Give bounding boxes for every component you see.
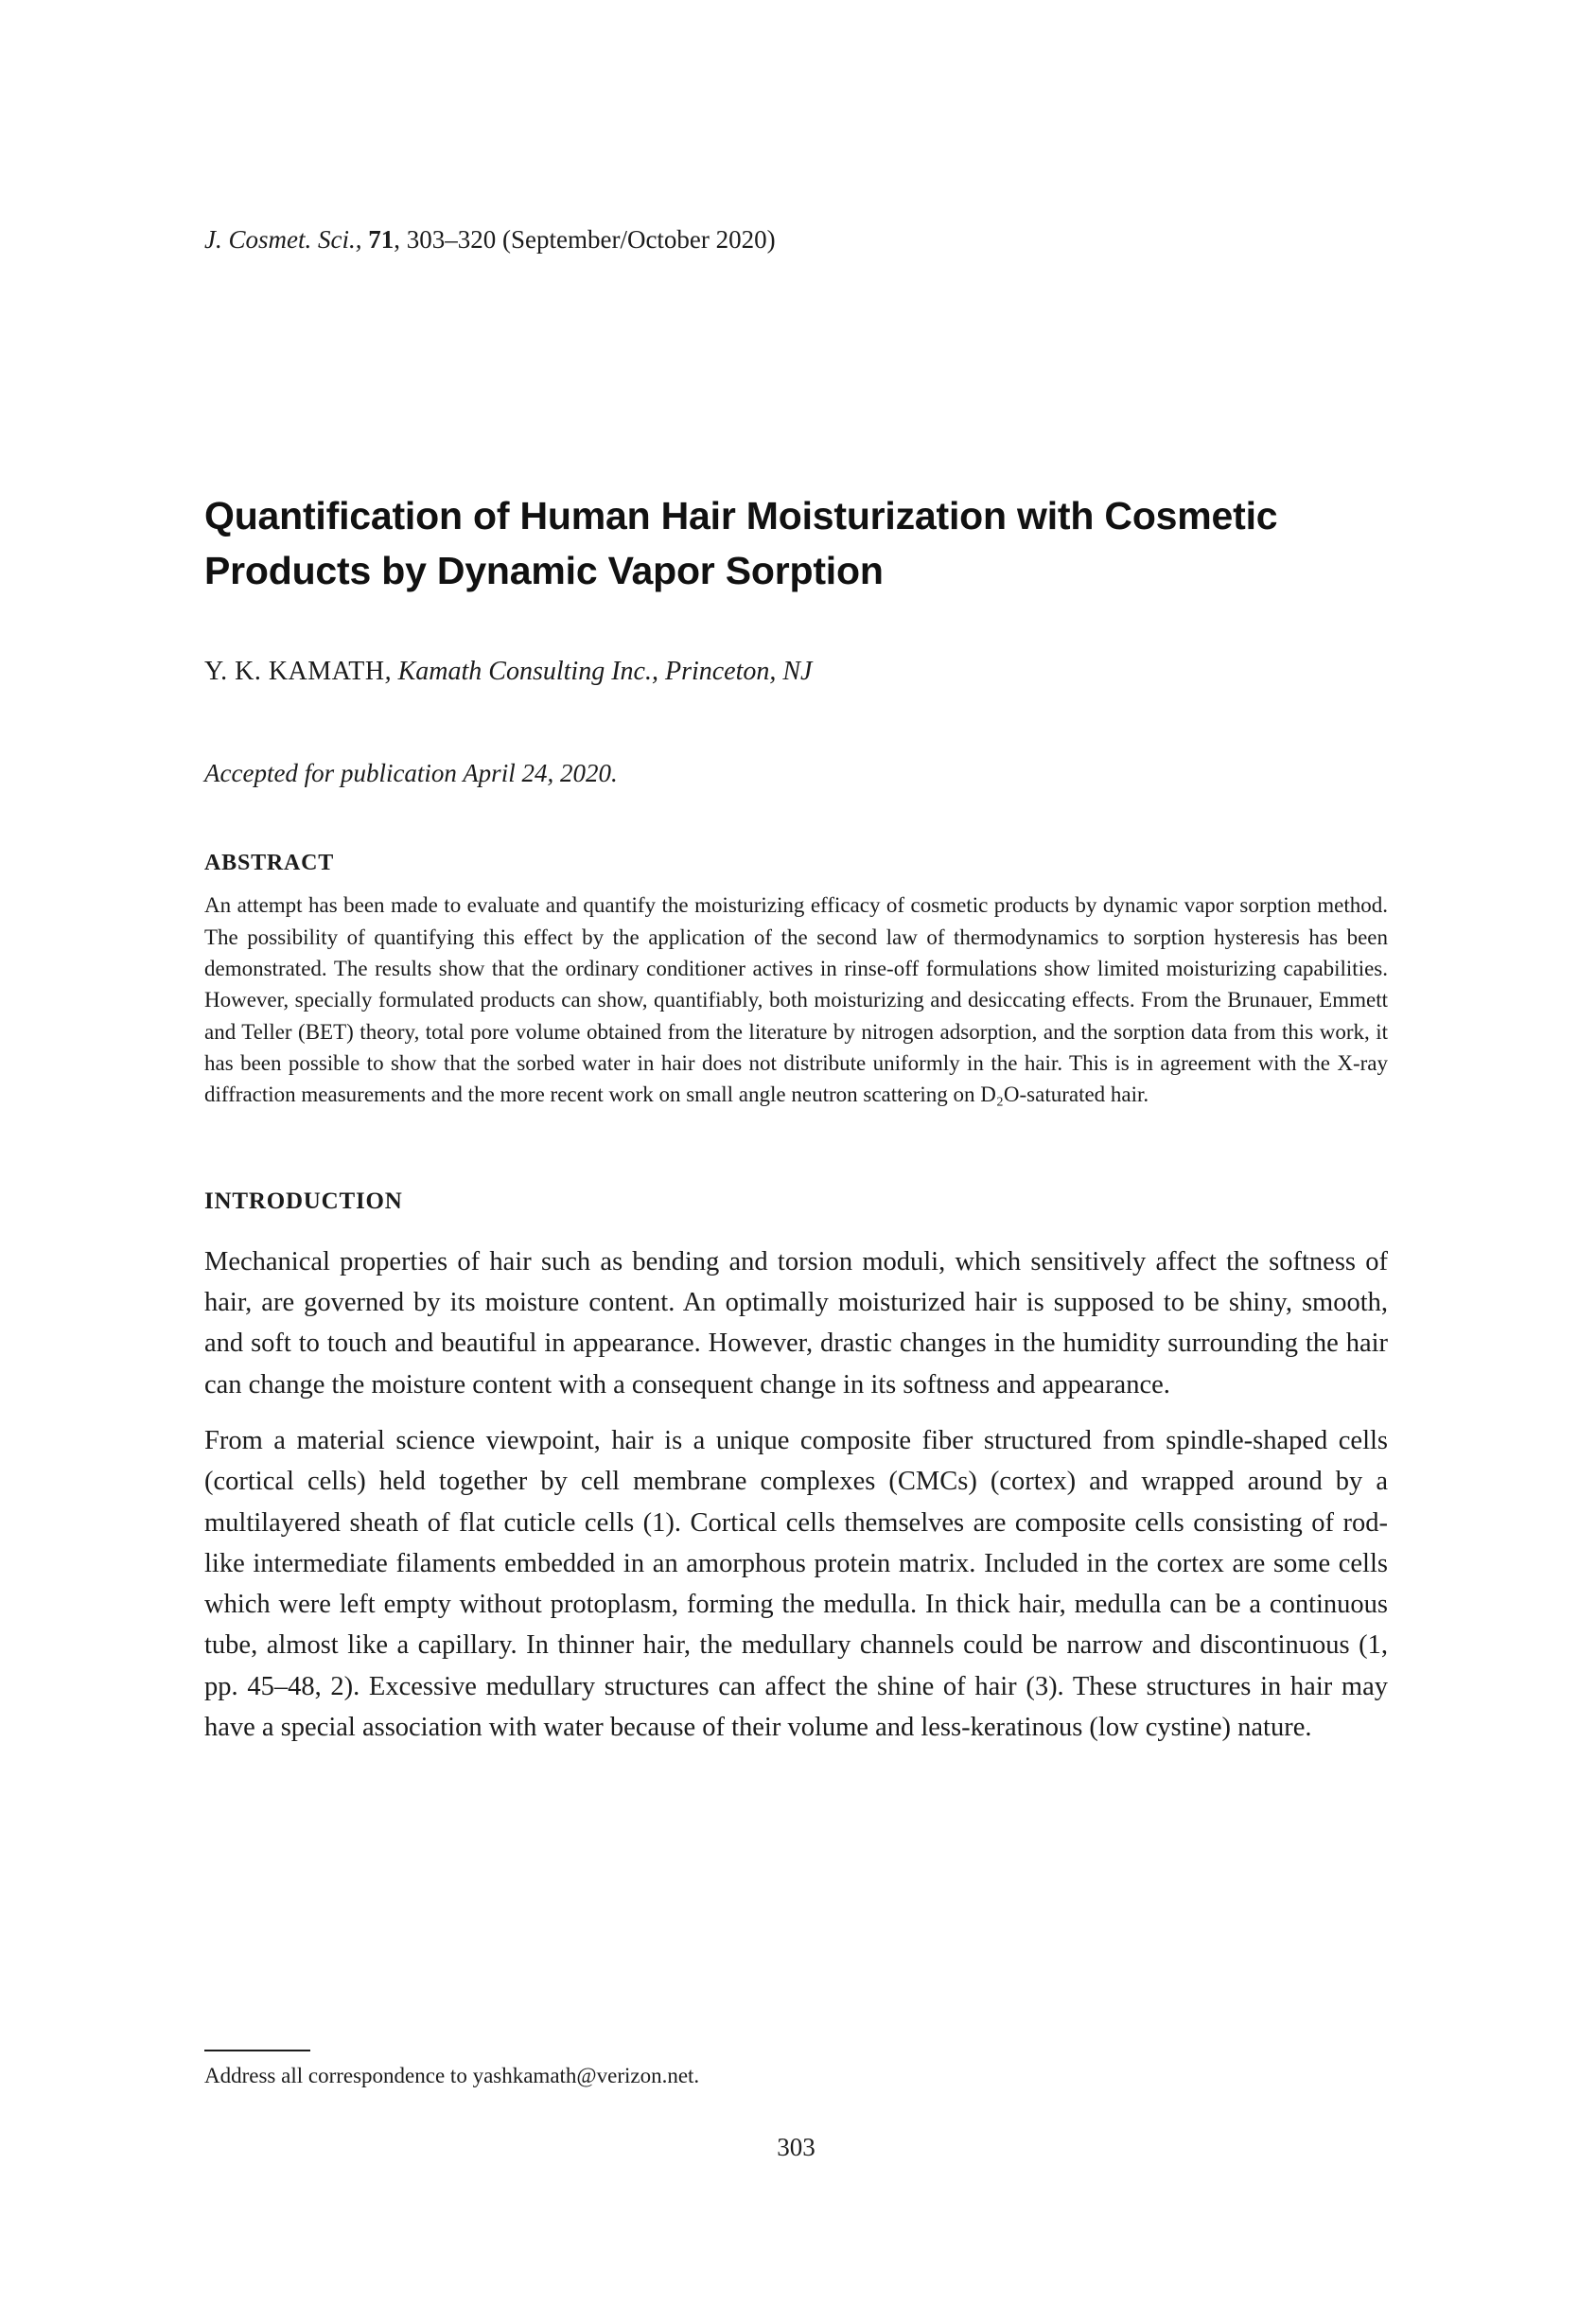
correspondence-footnote: Address all correspondence to yashkamath@verizon.net. bbox=[204, 2063, 700, 2087]
abstract-text: An attempt has been made to evaluate and quantify the moisturizing efficacy of cosmetic products by dynamic vapor sorption method. The possibility of quantifying this effect by the application of the second law of thermodynamics to sorption hysteresis has been demonstrated. The results show that the ordinary conditioner actives in rinse-off formulations show limited moisturizing capabilities. However, specially formulated products can show, quantifiably, both moisturizing and desiccating effects. From the Brunauer, Emmett and Teller (BET) theory, total pore volume obtained from the literature by nitrogen adsorption, and the sorption data from this work, it has been possible to show that the sorbed water in hair does not distribute uniformly in the hair. This is in agreement with the X-ray diffraction measurements and the more recent work on small angle neutron scattering on D₂O-saturated hair. bbox=[204, 893, 1388, 1107]
author-line bbox=[204, 653, 1388, 690]
footnote-rule bbox=[204, 2050, 310, 2051]
author-name: Y. K. KAMATH bbox=[204, 657, 385, 687]
introduction-paragraph-1: Mechanical properties of hair such as bending and torsion moduli, which sensitively affect the softness of hair, are governed by its moisture content. An optimally moisturized hair is supposed to be shiny, smooth, and soft to touch and beautiful in appearance. However, drastic changes in the humidity surrounding the hair can change the moisture content with a consequent change in its softness and appearance. bbox=[204, 1246, 1388, 1399]
article-title: Quantification of Human Hair Moisturization with Cosmetic Products by Dynamic Vapor Sorption bbox=[204, 493, 1278, 593]
introduction-heading: INTRODUCTION bbox=[204, 1188, 403, 1214]
abstract-heading: ABSTRACT bbox=[204, 851, 335, 876]
author-affiliation: , Kamath Consulting Inc., Princeton, NJ bbox=[384, 657, 813, 687]
pages-and-issue: , 303–320 (September/October 2020) bbox=[394, 225, 776, 254]
page-number: 303 bbox=[777, 2133, 816, 2161]
journal-name: J. Cosmet. Sci., bbox=[204, 225, 369, 254]
introduction-paragraph-2: From a material science viewpoint, hair is a unique composite fiber structured from spindle-shaped cells (cortical cells) held together by cell membrane complexes (CMCs) (cortex) and wrapped around by a multilayered sheath of flat cuticle cells (1). Cortical cells themselves are composite cells consisting of rod-like intermediate filaments embedded in an amorphous protein matrix. Included in the cortex are some cells which were left empty without protoplasm, forming the medulla. In thick hair, medulla can be a continuous tube, almost like a capillary. In thinner hair, the medullary channels could be narrow and discontinuous (1, pp. 45–48, 2). Excessive medullary structures can affect the shine of hair (3). These structures in hair may have a special association with water because of their volume and less-keratinous (low cystine) nature. bbox=[204, 1425, 1388, 1743]
footnote-area bbox=[204, 2050, 1388, 2090]
accepted-note: Accepted for publication April 24, 2020. bbox=[204, 759, 618, 788]
journal-citation bbox=[204, 222, 1388, 258]
volume-number: 71 bbox=[368, 225, 395, 254]
